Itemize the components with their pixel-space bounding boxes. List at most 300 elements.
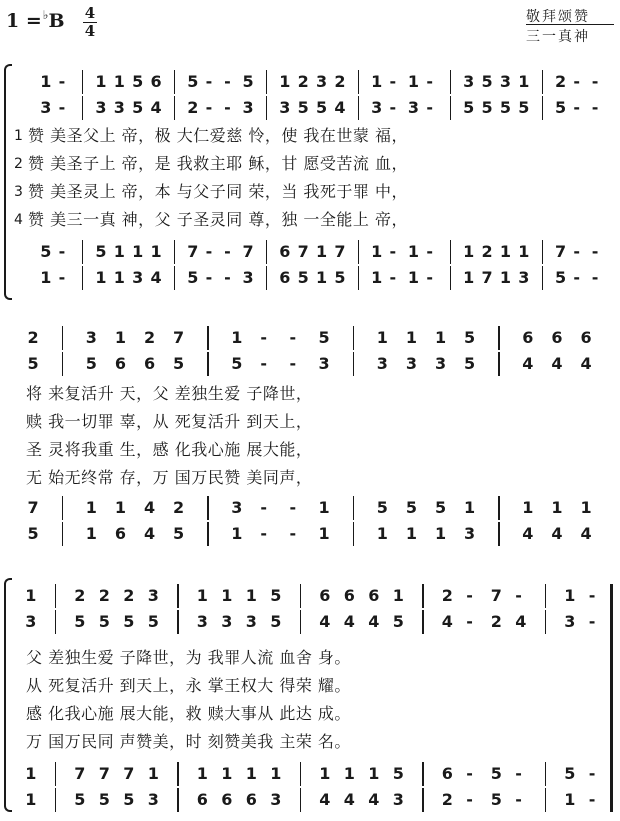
tenor-note: - [289,498,297,517]
barline [353,496,355,520]
meter-bottom: 4 [84,22,96,40]
alto-note: - [591,98,599,117]
tenor-note: - [205,242,213,261]
alto-note: 5 [270,612,282,631]
alto-note: 5 [173,354,185,373]
bass-note: 4 [580,524,592,543]
bass-note: 4 [343,790,355,809]
barline [422,788,424,812]
alto-note: 3 [40,98,52,117]
soprano-note: 2 [334,72,346,91]
bass-note: 1 [407,268,420,287]
time-signature [80,6,100,39]
alto-note: 5 [464,354,476,373]
bass-note: 2 [441,790,453,809]
soprano-note: 6 [368,586,380,605]
bass-note: 4 [143,524,156,543]
alto-note: 5 [123,612,135,631]
soprano-note: 5 [481,72,493,91]
barline [353,326,355,350]
tenor-note: 5 [40,242,52,261]
alto-note: 3 [407,98,420,117]
soprano-note: 1 [231,328,243,347]
system-brace [4,578,12,812]
tenor-note: 5 [564,764,576,783]
alto-note: 4 [515,612,527,631]
tenor-note: 1 [343,764,355,783]
alto-note: - [205,98,213,117]
alto-note: 3 [318,354,330,373]
alto-note: 3 [405,354,417,373]
alto-note: 4 [580,354,592,373]
bass-note: 5 [98,790,110,809]
bass-note: 5 [555,268,567,287]
soprano-note: 2 [297,72,309,91]
soprano-note: 5 [132,72,144,91]
alto-note: - [426,98,433,117]
bass-note: 3 [242,268,254,287]
bass-note: 1 [113,268,125,287]
verse-lyrics: 赞 美圣父上 帝，极 大仁爱慈 怜，使 我在世蒙 福， [28,126,409,145]
alto-note: - [466,612,473,631]
barline [266,266,268,290]
barline [55,762,57,786]
barline [358,70,360,94]
soprano-note: 6 [319,586,331,605]
soprano-note: 3 [316,72,328,91]
bass-note: - [224,268,231,287]
verse-number: 3 [14,184,24,200]
barline [358,240,360,264]
verse-lyrics: 赞 美圣子上 帝，是 我救主耶 稣，甘 愿受苦流 血， [28,154,409,173]
bass-note: - [466,790,473,809]
soprano-note: 6 [580,328,592,347]
hymn-title: 敬拜颂赞 [526,9,590,25]
bass-note: 3 [464,524,476,543]
alto-note: 4 [441,612,453,631]
tenor-note: 2 [173,498,185,517]
bass-note: 3 [270,790,282,809]
soprano-note: 2 [27,328,39,347]
alto-note: 4 [551,354,563,373]
bass-note: 1 [463,268,475,287]
alto-note: 3 [221,612,233,631]
alto-note: - [260,354,267,373]
alto-note: 6 [143,354,156,373]
bass-note: 1 [316,268,328,287]
alto-note: 3 [196,612,208,631]
barline [300,762,302,786]
tenor-note: 1 [518,242,530,261]
verse-lyrics: 感 化我心施 展大能，救 赎大事从 此达 成。 [26,704,351,723]
verse-lyrics: 赎 我一切罪 辜，从 死复活升 到天上， [26,412,313,431]
barline [353,522,355,546]
tenor-note: 6 [441,764,453,783]
alto-note: 5 [499,98,511,117]
soprano-note: 1 [405,328,417,347]
tenor-note: 5 [392,764,404,783]
verse-lyrics: 无 始无终常 存，万 国万民赞 美同声， [26,468,313,487]
soprano-note: - [573,72,581,91]
system-brace [4,64,12,300]
barline [358,96,360,120]
tenor-note: 1 [371,242,383,261]
alto-note: 6 [114,354,126,373]
alto-note: 3 [25,612,37,631]
tenor-note: 5 [434,498,447,517]
soprano-note: 1 [564,586,576,605]
bass-note: - [426,268,433,287]
alto-note: 4 [319,612,331,631]
soprano-note: 1 [245,586,257,605]
flat-sign: ♭ [42,8,49,22]
bass-note: - [588,790,596,809]
barline [82,96,84,120]
tenor-note: - [389,242,397,261]
soprano-note: 1 [95,72,107,91]
verse-lyrics: 赞 美三一真 神，父 子圣灵同 尊，独 一全能上 帝， [28,210,409,229]
soprano-note: 5 [270,586,282,605]
soprano-note: - [515,586,522,605]
key-signature [6,10,65,32]
alto-note: 4 [334,98,346,117]
soprano-note: 5 [187,72,199,91]
soprano-note: 2 [98,586,110,605]
tenor-note: 1 [114,498,126,517]
soprano-note: 1 [371,72,383,91]
bass-note: 1 [371,268,383,287]
barline [498,326,500,350]
soprano-note: 1 [518,72,530,91]
bass-note: 6 [279,268,291,287]
alto-note: 5 [463,98,475,117]
bass-note: 3 [392,790,404,809]
bass-note: 5 [27,524,39,543]
alto-note: 5 [98,612,110,631]
soprano-note: - [389,72,397,91]
barline [542,240,544,264]
soprano-note: - [224,72,231,91]
tenor-note: 1 [25,764,37,783]
alto-note: - [289,354,297,373]
verse-lyrics: 赞 美圣灵上 帝，本 与父子同 荣，当 我死于罪 中， [28,182,409,201]
soprano-note: 1 [407,72,420,91]
soprano-note: 2 [555,72,567,91]
bass-note: 5 [173,524,185,543]
bass-note: 4 [319,790,331,809]
soprano-note: 1 [196,586,208,605]
barline [82,240,84,264]
tenor-note: 1 [245,764,257,783]
alto-note: 3 [434,354,447,373]
bass-note: 4 [150,268,162,287]
barline [177,584,179,608]
alto-note: 3 [376,354,388,373]
soprano-note: 6 [150,72,162,91]
barline [207,352,209,376]
final-barline [610,584,613,812]
barline [174,96,176,120]
bass-note: 6 [196,790,208,809]
alto-note: - [588,612,596,631]
soprano-note: 6 [522,328,534,347]
tenor-note: 5 [490,764,502,783]
bass-note: - [58,268,66,287]
barline [266,240,268,264]
tenor-note: - [466,764,473,783]
tenor-note: 1 [150,242,162,261]
tenor-note: 7 [242,242,254,261]
tenor-note: 1 [221,764,233,783]
tenor-note: 1 [316,242,328,261]
tenor-note: 1 [132,242,144,261]
barline [55,788,57,812]
alto-note: 3 [245,612,257,631]
bass-note: 5 [187,268,199,287]
alto-note: 4 [150,98,162,117]
bass-note: 4 [368,790,380,809]
barline [62,352,64,376]
bass-note: - [591,268,599,287]
soprano-note: 7 [173,328,185,347]
barline [300,610,302,634]
verse-lyrics: 将 来复活升 天，父 差独生爱 子降世， [26,384,313,403]
tenor-note: 1 [319,764,331,783]
tenor-note: - [573,242,581,261]
barline [55,610,57,634]
tenor-note: 7 [334,242,346,261]
bass-note: 5 [123,790,135,809]
barline [498,352,500,376]
barline [82,266,84,290]
barline [542,266,544,290]
barline [174,266,176,290]
alto-note: 5 [27,354,39,373]
barline [207,496,209,520]
barline [177,610,179,634]
tenor-note: 7 [297,242,309,261]
soprano-note: 1 [279,72,291,91]
alto-note: 5 [481,98,493,117]
bass-note: 3 [132,268,144,287]
soprano-note: 2 [123,586,135,605]
soprano-note: 6 [343,586,355,605]
alto-note: 5 [297,98,309,117]
tenor-note: 3 [231,498,243,517]
key-note: B [48,10,65,32]
alto-note: 3 [95,98,107,117]
tenor-note: - [224,242,231,261]
bass-note: 3 [518,268,530,287]
alto-note: 5 [518,98,530,117]
bass-note: - [515,790,522,809]
alto-note: 3 [564,612,576,631]
barline [300,584,302,608]
soprano-note: - [426,72,433,91]
verse-number: 1 [14,128,24,144]
tenor-note: 5 [405,498,417,517]
soprano-note: 1 [434,328,447,347]
bass-note: - [389,268,397,287]
soprano-note: 5 [318,328,330,347]
alto-note: 4 [522,354,534,373]
alto-note: 5 [74,612,86,631]
alto-note: 5 [316,98,328,117]
alto-note: 4 [368,612,380,631]
soprano-note: 1 [113,72,125,91]
barline [300,788,302,812]
alto-note: 3 [371,98,383,117]
bass-note: 3 [147,790,159,809]
soprano-note: 5 [464,328,476,347]
bass-note: 6 [245,790,257,809]
barline [353,352,355,376]
tenor-note: 7 [187,242,199,261]
tenor-note: 1 [499,242,511,261]
soprano-note: 3 [499,72,511,91]
bass-note: 1 [434,524,447,543]
verse-lyrics: 从 死复活升 到天上，永 掌王权大 得荣 耀。 [26,676,351,695]
soprano-note: - [289,328,297,347]
barline [450,70,452,94]
bass-note: - [573,268,581,287]
alto-note: - [224,98,231,117]
barline [55,584,57,608]
barline [545,584,547,608]
tenor-note: 1 [522,498,534,517]
soprano-note: 3 [85,328,97,347]
tenor-note: 1 [407,242,420,261]
tenor-note: 7 [98,764,110,783]
soprano-note: - [591,72,599,91]
bass-note: 4 [522,524,534,543]
barline [174,70,176,94]
barline [266,70,268,94]
bass-note: 5 [334,268,346,287]
soprano-note: 1 [40,72,52,91]
alto-note: - [389,98,397,117]
bass-note: 1 [499,268,511,287]
soprano-note: 1 [114,328,126,347]
tenor-note: 5 [95,242,107,261]
alto-note: 3 [242,98,254,117]
soprano-note: 5 [242,72,254,91]
barline [450,266,452,290]
tenor-note: 1 [464,498,476,517]
soprano-note: 2 [143,328,156,347]
barline [62,522,64,546]
tenor-note: 1 [551,498,563,517]
tenor-note: 6 [279,242,291,261]
barline [174,240,176,264]
alto-note: 5 [147,612,159,631]
alto-note: 5 [85,354,97,373]
barline [358,266,360,290]
barline [542,70,544,94]
barline [545,788,547,812]
verse-number: 2 [14,156,24,172]
tenor-note: - [515,764,522,783]
tenor-note: - [260,498,267,517]
barline [450,240,452,264]
bass-note: 1 [95,268,107,287]
bass-note: 1 [231,524,243,543]
soprano-note: 1 [376,328,388,347]
tenor-note: 7 [74,764,86,783]
key-prefix: 1 = [6,10,42,32]
soprano-note: - [58,72,66,91]
barline [542,96,544,120]
tenor-note: 7 [555,242,567,261]
barline [62,326,64,350]
alto-note: 4 [343,612,355,631]
soprano-note: - [466,586,473,605]
tenor-note: 1 [196,764,208,783]
barline [207,522,209,546]
bass-note: 1 [25,790,37,809]
bass-note: 4 [551,524,563,543]
tenor-note: 4 [143,498,156,517]
barline [498,522,500,546]
bass-note: 1 [40,268,52,287]
barline [266,96,268,120]
bass-note: 5 [74,790,86,809]
soprano-note: 1 [221,586,233,605]
barline [82,70,84,94]
title-divider [526,24,614,25]
tenor-note: 1 [318,498,330,517]
barline [177,788,179,812]
bass-note: 1 [376,524,388,543]
bass-note: - [260,524,267,543]
tenor-note: 2 [481,242,493,261]
barline [62,496,64,520]
barline [450,96,452,120]
barline [545,762,547,786]
soprano-note: 6 [551,328,563,347]
soprano-note: - [260,328,267,347]
bass-note: 5 [297,268,309,287]
bass-note: 1 [405,524,417,543]
bass-note: - [289,524,297,543]
bass-note: 1 [318,524,330,543]
barline [207,326,209,350]
tenor-note: 5 [376,498,388,517]
soprano-note: 1 [25,586,37,605]
alto-note: 5 [231,354,243,373]
soprano-note: - [205,72,213,91]
alto-note: - [573,98,581,117]
barline [422,762,424,786]
tenor-note: 1 [147,764,159,783]
tenor-note: 1 [113,242,125,261]
tenor-note: 1 [270,764,282,783]
tenor-note: 1 [368,764,380,783]
verse-lyrics: 父 差独生爱 子降世，为 我罪人流 血舍 身。 [26,648,351,667]
barline [498,496,500,520]
barline [422,584,424,608]
barline [177,762,179,786]
tenor-note: 7 [123,764,135,783]
alto-note: 2 [187,98,199,117]
barline [545,610,547,634]
tenor-note: - [591,242,599,261]
bass-note: 1 [85,524,97,543]
tenor-note: 1 [85,498,97,517]
alto-note: - [58,98,66,117]
bass-note: 6 [221,790,233,809]
tenor-note: - [426,242,433,261]
